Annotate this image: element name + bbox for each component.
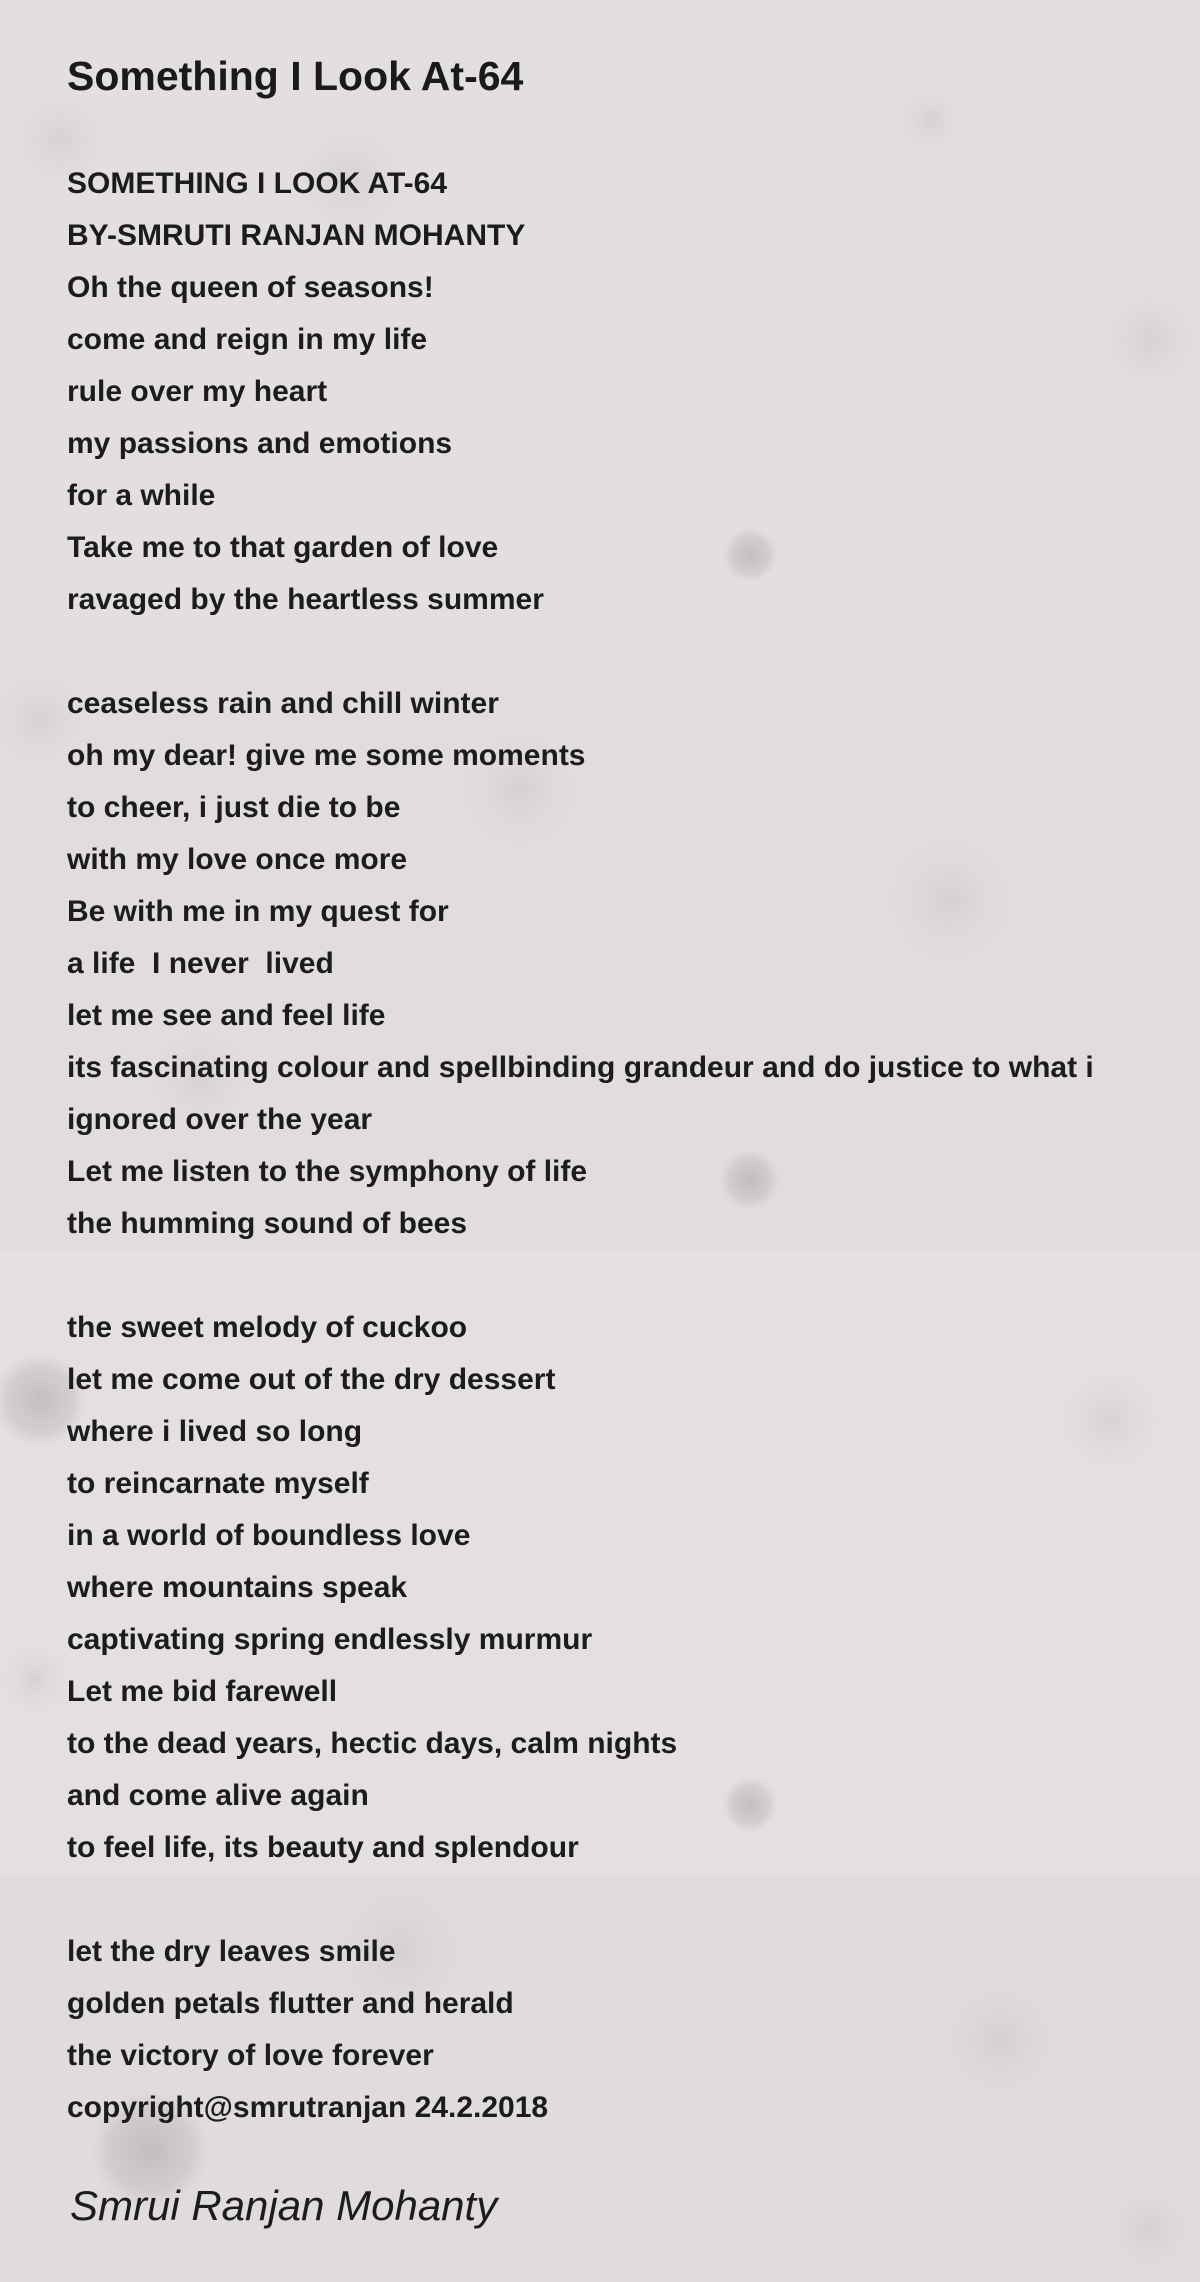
poem-line: ignored over the year [67, 1103, 373, 1136]
poem-line: let me come out of the dry dessert [67, 1363, 556, 1396]
author-signature: Smrui Ranjan Mohanty [70, 2182, 498, 2229]
poem-line: ceaseless rain and chill winter [67, 687, 499, 720]
stanza-4 [67, 1926, 1094, 2134]
poem-line: to reincarnate myself [67, 1467, 369, 1500]
poem-line: the victory of love forever [67, 2039, 434, 2072]
poem-line: its fascinating colour and spellbinding grandeur and do justice to what i [67, 1051, 1094, 1084]
poem-line: a life I never lived [67, 947, 334, 980]
poem-line: captivating spring endlessly murmur [67, 1623, 593, 1656]
poem-line: let the dry leaves smile [67, 1935, 396, 1968]
poem-line: with my love once more [67, 843, 408, 876]
poem-line: Oh the queen of seasons! [67, 271, 434, 304]
poem-line: my passions and emotions [67, 427, 453, 460]
poem-title: Something I Look At-64 [67, 53, 524, 99]
poem-line: to cheer, i just die to be [67, 791, 401, 824]
poem-card [0, 0, 1133, 102]
poem-line: to feel life, its beauty and splendour [67, 1831, 579, 1864]
copyright-line: copyright@smrutranjan 24.2.2018 [67, 2091, 549, 2124]
poem-line: come and reign in my life [67, 323, 428, 356]
poem-line: SOMETHING I LOOK AT-64 [67, 167, 448, 200]
poem-line: golden petals flutter and herald [67, 1987, 514, 2020]
poem-line: where mountains speak [67, 1571, 408, 1604]
poem-line: in a world of boundless love [67, 1519, 471, 1552]
stanza-2 [67, 678, 1094, 1250]
poem-line: Take me to that garden of love [67, 531, 499, 564]
poem-line: the sweet melody of cuckoo [67, 1311, 468, 1344]
poem-line: to the dead years, hectic days, calm nights [67, 1727, 678, 1760]
poem-line: ravaged by the heartless summer [67, 583, 544, 616]
poem-line: oh my dear! give me some moments [67, 739, 586, 772]
poem-body [67, 158, 1094, 2134]
stanza-3 [67, 1302, 1094, 1874]
poem-line: let me see and feel life [67, 999, 386, 1032]
stanza-1 [67, 158, 1094, 626]
poem-line: rule over my heart [67, 375, 328, 408]
poem-line: BY-SMRUTI RANJAN MOHANTY [67, 219, 526, 252]
poem-line: for a while [67, 479, 216, 512]
poem-line: where i lived so long [67, 1415, 363, 1448]
poem-line: and come alive again [67, 1779, 369, 1812]
poem-line: Be with me in my quest for [67, 895, 449, 928]
poem-line: the humming sound of bees [67, 1207, 468, 1240]
poem-line: Let me bid farewell [67, 1675, 338, 1708]
poem-line: Let me listen to the symphony of life [67, 1155, 588, 1188]
